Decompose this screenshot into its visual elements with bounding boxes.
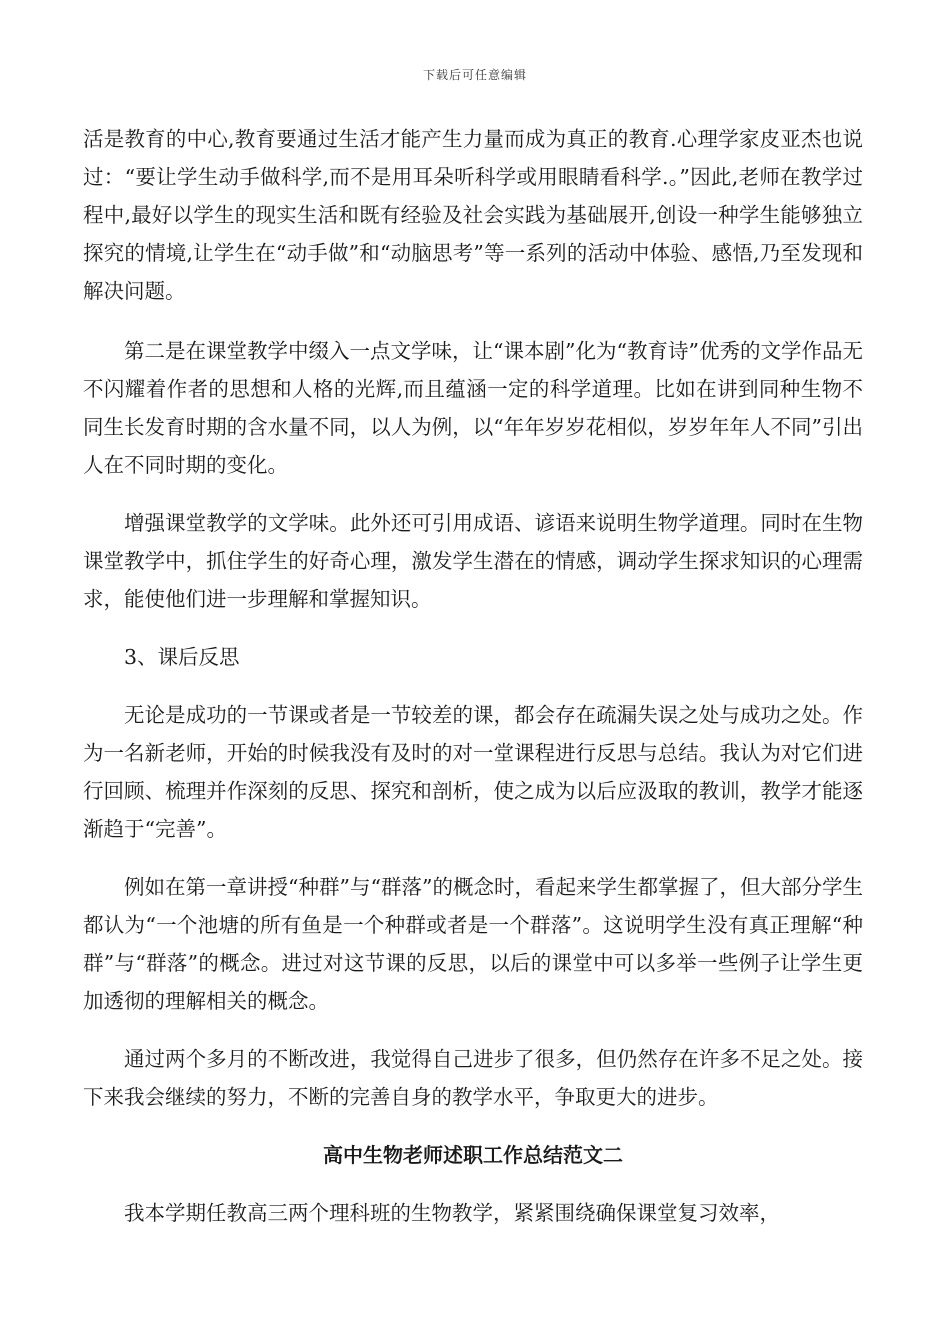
paragraph-5: 例如在第一章讲授“种群”与“群落”的概念时，看起来学生都掌握了，但大部分学生都认为“一个池塘的所有鱼是一个种群或者是一个群落”。这说明学生没有真正理解“种群”与“群落”的概念。进过对这节课的反思，以后的课堂中可以多举一些例子让学生更加透彻的理解相关的概念。	[83, 875, 863, 1013]
paragraph-4: 无论是成功的一节课或者是一节较差的课，都会存在疏漏失误之处与成功之处。作为一名新老师，开始的时候我没有及时的对一堂课程进行反思与总结。我认为对它们进行回顾、梳理并作深刻的反思、探究和剖析，使之成为以后应汲取的教训，教学才能逐渐趋于“完善”。	[83, 703, 863, 841]
document-body	[83, 120, 863, 1252]
paragraph-7: 我本学期任教高三两个理科班的生物教学，紧紧围绕确保课堂复习效率，	[124, 1201, 780, 1225]
header-note: 下载后可任意编辑	[422, 68, 527, 82]
paragraph-2: 第二是在课堂教学中缀入一点文学味，让“课本剧”化为“教育诗”优秀的文学作品无不闪耀着作者的思想和人格的光辉,而且蕴涵一定的科学道理。比如在讲到同种生物不同生长发育时期的含水量不同，以人为例，以“年年岁岁花相似，岁岁年年人不同”引出人在不同时期的变化。	[83, 339, 863, 477]
paragraph-6: 通过两个多月的不断改进，我觉得自己进步了很多，但仍然存在许多不足之处。接下来我会继续的努力，不断的完善自身的教学水平，争取更大的进步。	[83, 1047, 863, 1109]
paragraph-3: 增强课堂教学的文学味。此外还可引用成语、谚语来说明生物学道理。同时在生物课堂教学中，抓住学生的好奇心理，激发学生潜在的情感，调动学生探求知识的心理需求，能使他们进一步理解和掌握知识。	[83, 511, 863, 611]
subheading-after-class-reflection: 3、课后反思	[124, 645, 240, 669]
paragraph-1: 活是教育的中心,教育要通过生活才能产生力量而成为真正的教育.心理学家皮亚杰也说过：“要让学生动手做科学,而不是用耳朵听科学或用眼睛看科学.。”因此,老师在教学过程中,最好以学生的现实生活和既有经验及社会实践为基础展开,创设一种学生能够独立探究的情境,让学生在“动手做”和“动脑思考”等一系列的活动中体验、感悟,乃至发现和解决问题。	[83, 127, 863, 303]
section-title: 高中生物老师述职工作总结范文二	[323, 1143, 623, 1167]
